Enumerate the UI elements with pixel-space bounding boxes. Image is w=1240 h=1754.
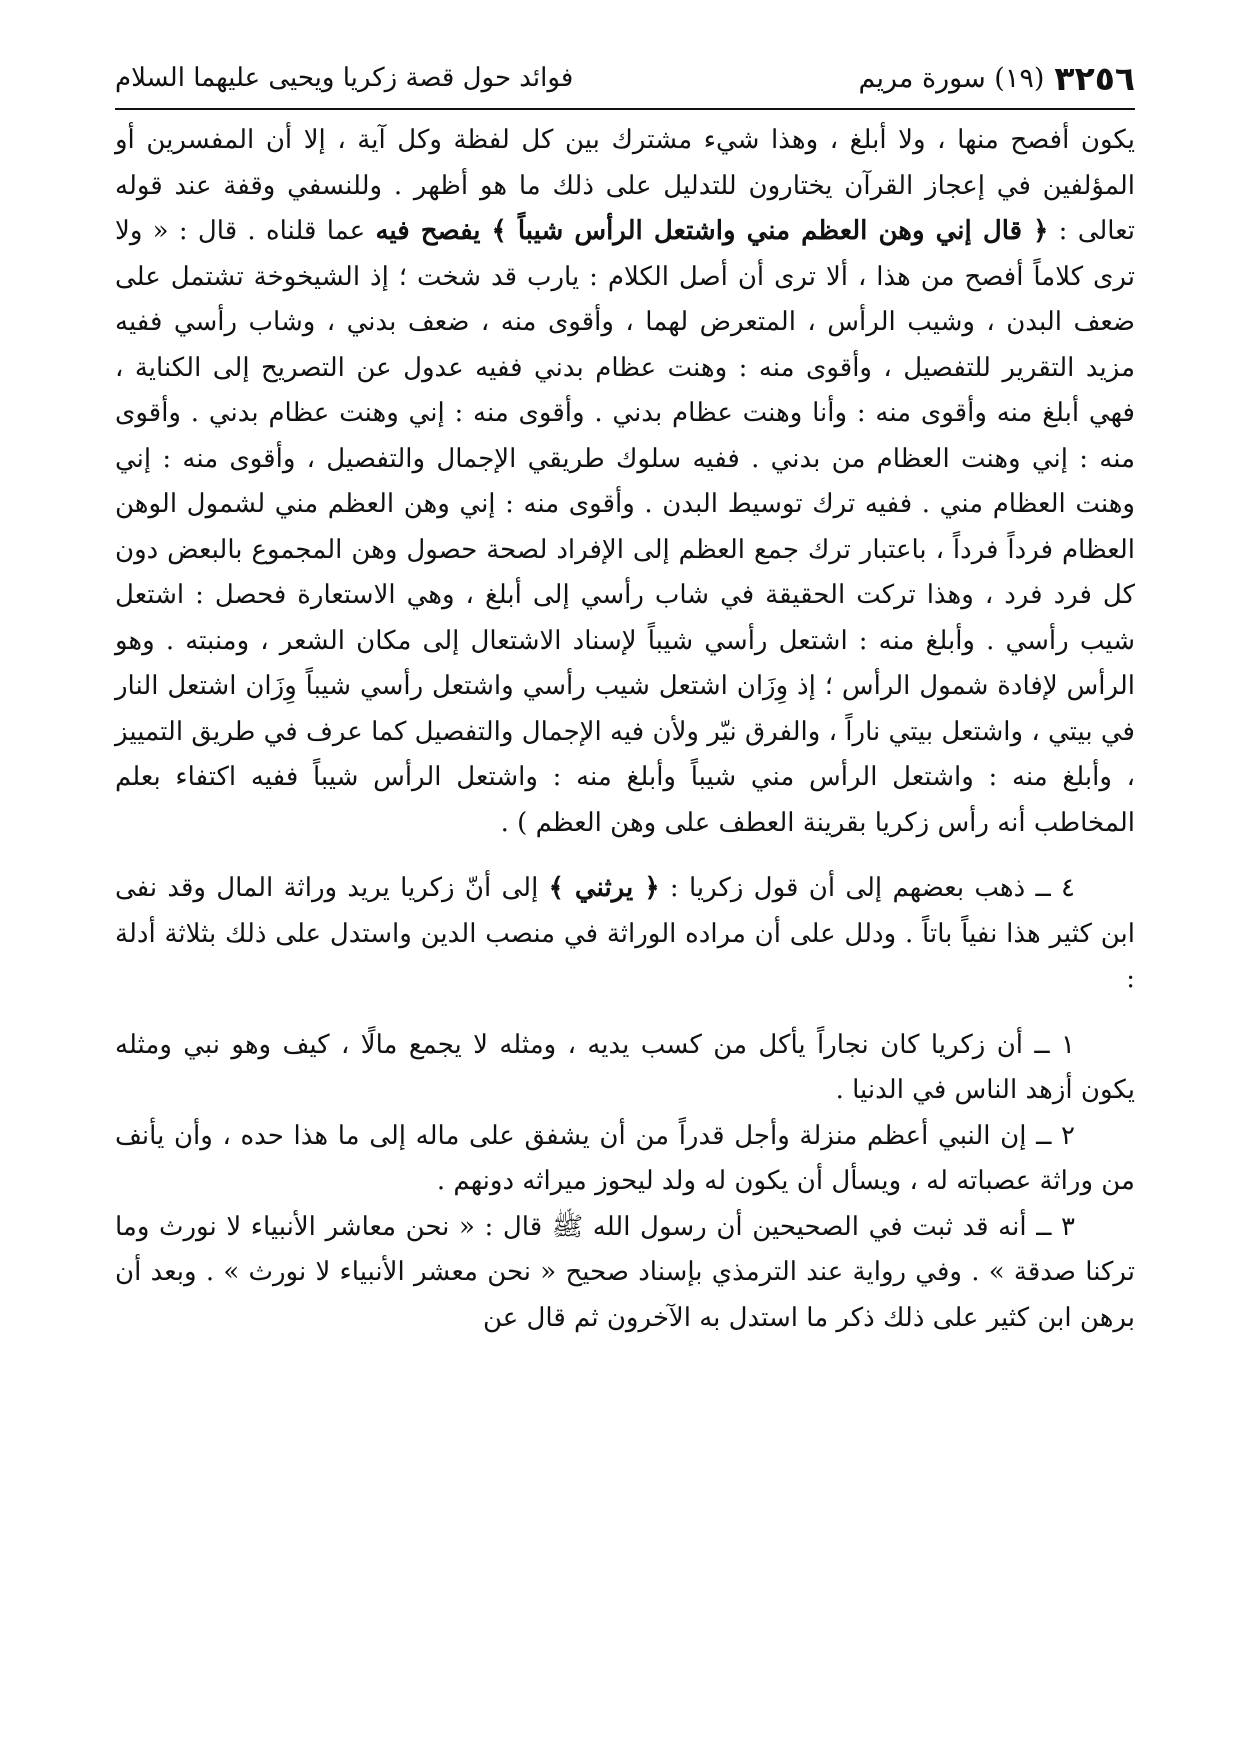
paragraph-text: إلى أنّ زكريا يريد وراثة المال وقد نفى ابن كثير هذا نفياً باتاً . ودلل على أن مراده الوراثة في منصب الدين واستدل على ذلك بثلاثة أدلة :: [115, 873, 1135, 994]
list-item: ٣ ــ أنه قد ثبت في الصحيحين أن رسول الله ﷺ قال : « نحن معاشر الأنبياء لا نورث وما تركنا صدقة » . وفي رواية عند الترمذي بإسناد صحيح « نحن معشر الأنبياء لا نورث » . وبعد أن برهن ابن كثير على ذلك ذكر ما استدل به الآخرون ثم قال عن: [115, 1211, 1135, 1333]
paragraph-text: يكون أفصح منها ، ولا أبلغ ، وهذا شيء مشترك بين كل لفظة وكل آية ، إلا أن المفسرين أو المؤلفين في إعجاز القرآن يختارون للتدليل على ذلك ما هو أظهر . وللنسفي وقفة عند قوله تعالى :: [115, 125, 1136, 246]
list-item: ١ ــ أن زكريا كان نجاراً يأكل من كسب يديه ، ومثله لا يجمع مالًا ، كيف وهو نبي ومثله يكون أزهد الناس في الدنيا .: [115, 1029, 1135, 1105]
running-header: [115, 48, 1135, 110]
quran-quote: ﴿ يرثني ﴾: [548, 873, 660, 903]
quran-quote: ﴿ قال إني وهن العظم مني واشتعل الرأس شيباً ﴾ يفصح فيه: [375, 216, 1049, 246]
surah-name: (١٩) سورة مريم: [858, 62, 1045, 94]
list-item: ٢ ــ إن النبي أعظم منزلة وأجل قدراً من أن يشفق على ماله إلى ما هذا حده ، وأن يأنف من وراثة عصباته له ، ويسأل أن يكون له ولد ليحوز ميراثه دونهم .: [115, 1120, 1135, 1196]
chapter-title: فوائد حول قصة زكريا ويحيى عليهما السلام: [115, 63, 574, 93]
paragraph-text: ٤ ــ ذهب بعضهم إلى أن قول زكريا :: [669, 873, 1075, 903]
page-body: [115, 118, 1135, 1341]
paragraph-text: عما قلناه . قال : « ولا ترى كلاماً أفصح من هذا ، ألا ترى أن أصل الكلام : يارب قد شخت ؛ إذ الشيخوخة تشتمل على ضعف البدن ، وشيب الرأس ، المتعرض لهما ، وأقوى منه ، ضعف بدني ، وشاب رأسي ففيه مزيد التقرير للتفصيل ، وأقوى منه : وهنت عظام بدني ففيه عدول عن التصريح إلى الكناية ، فهي أبلغ منه وأقوى منه : وأنا وهنت عظام بدني . وأقوى منه : إني وهنت عظام بدني . وأقوى منه : إني وهنت العظام من بدني . ففيه سلوك طريقي الإجمال والتفصيل ، وأقوى منه : إني وهنت العظام مني . ففيه ترك توسيط البدن . وأقوى منه : إني وهن العظم مني لشمول الوهن العظام فرداً فرداً ، باعتبار ترك جمع العظم إلى الإفراد لصحة حصول وهن المجموع بالبعض دون كل فرد فرد ، وهذا تركت الحقيقة في شاب رأسي إلى أبلغ ، وهي الاستعارة فحصل : اشتعل شيب رأسي . وأبلغ منه : اشتعل رأسي شيباً لإسناد الاشتعال إلى مكان الشعر ، ومنبته . وهو الرأس لإفادة شمول الرأس ؛ إذ وِزَان اشتعل شيب رأسي واشتعل رأسي شيباً وِزَان اشتعل النار في بيتي ، واشتعل بيتي ناراً ، والفرق نيّر ولأن فيه الإجمال والتفصيل كما عرف في طريق التمييز ، وأبلغ منه : واشتعل الرأس مني شيباً وأبلغ منه : واشتعل الرأس شيباً ففيه اكتفاء بعلم المخاطب أنه رأس زكريا بقرينة العطف على وهن العظم ) .: [115, 216, 1135, 838]
paragraph-nasafi: [115, 118, 1135, 846]
header-right: [859, 59, 1135, 98]
page-number: ٣٢٥٦: [1054, 58, 1135, 98]
paragraph-point-4: [115, 866, 1135, 1003]
